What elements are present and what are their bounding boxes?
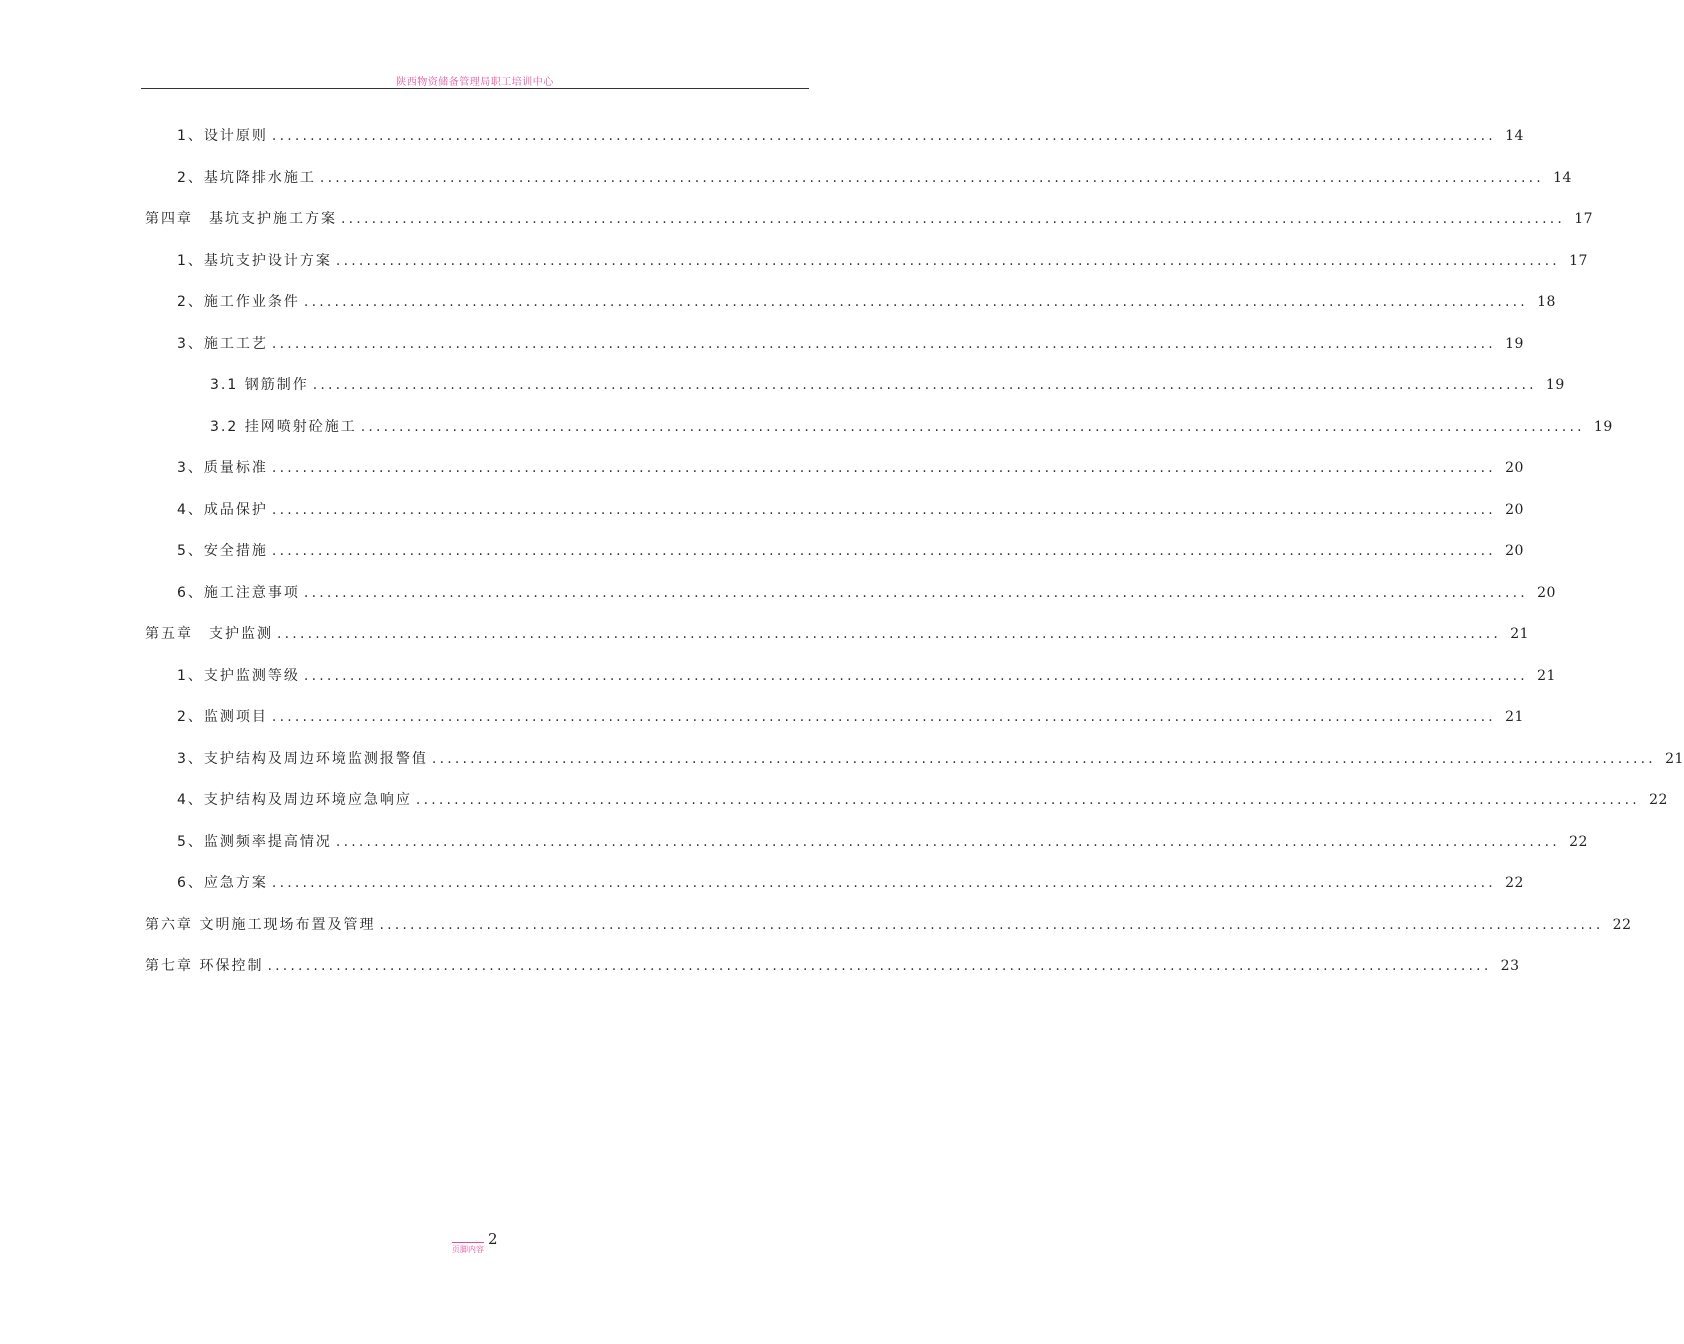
toc-dot-leader: ................................................................................................................................................................ bbox=[303, 584, 1528, 601]
toc-entry-label: 3.2 挂网喷射砼施工 bbox=[210, 418, 357, 435]
toc-entry-page: 21 bbox=[1665, 750, 1684, 767]
toc-entry-page: 20 bbox=[1505, 501, 1524, 518]
toc-entry-page: 19 bbox=[1505, 335, 1524, 352]
toc-entry[interactable] bbox=[145, 623, 1530, 645]
toc-entry-label: 3、质量标准 bbox=[177, 460, 268, 476]
toc-dot-leader: ................................................................................................................................................................ bbox=[379, 916, 1604, 933]
toc-entry[interactable] bbox=[177, 540, 1524, 562]
page-header: 陕西物资储备管理局职工培训中心 bbox=[396, 77, 554, 88]
toc-entry-page: 20 bbox=[1505, 543, 1524, 559]
toc-entry[interactable] bbox=[177, 291, 1556, 313]
toc-entry-page: 22 bbox=[1612, 916, 1632, 933]
toc-entry[interactable] bbox=[177, 499, 1524, 521]
toc-entry-label: 第六章 文明施工现场布置及管理 bbox=[145, 916, 376, 933]
header-rule bbox=[141, 88, 809, 89]
toc-entry-label: 4、成品保护 bbox=[177, 501, 268, 518]
toc-dot-leader: ................................................................................................................................................................ bbox=[267, 958, 1492, 974]
toc-dot-leader: ................................................................................................................................................................ bbox=[335, 833, 1560, 850]
toc-entry-page: 22 bbox=[1505, 875, 1524, 891]
toc-entry-label: 1、支护监测等级 bbox=[177, 667, 300, 684]
toc-entry-label: 5、监测频率提高情况 bbox=[177, 833, 332, 850]
toc-entry-label: 2、监测项目 bbox=[177, 709, 268, 725]
toc-dot-leader: ................................................................................................................................................................ bbox=[319, 169, 1544, 186]
toc-dot-leader: ................................................................................................................................................................ bbox=[303, 294, 1528, 310]
toc-dot-leader: ................................................................................................................................................................ bbox=[415, 792, 1640, 808]
toc-entry-label: 4、支护结构及周边环境应急响应 bbox=[177, 792, 412, 808]
toc-entry[interactable] bbox=[177, 125, 1524, 147]
toc-entry-label: 2、基坑降排水施工 bbox=[177, 169, 316, 186]
toc-entry-label: 6、应急方案 bbox=[177, 875, 268, 891]
toc-entry-label: 3.1 钢筋制作 bbox=[210, 377, 309, 393]
toc-entry-page: 18 bbox=[1537, 294, 1556, 310]
toc-entry-label: 3、施工工艺 bbox=[177, 335, 268, 352]
toc-entry[interactable] bbox=[177, 250, 1588, 272]
toc-entry-label: 1、设计原则 bbox=[177, 128, 268, 144]
toc-entry-label: 第五章 支护监测 bbox=[145, 626, 273, 642]
toc-entry-page: 19 bbox=[1593, 418, 1613, 435]
toc-entry[interactable] bbox=[177, 333, 1524, 355]
toc-entry-page: 22 bbox=[1569, 833, 1588, 850]
toc-entry-page: 22 bbox=[1649, 792, 1668, 808]
toc-entry-page: 21 bbox=[1505, 709, 1524, 725]
toc-dot-leader: ................................................................................................................................................................ bbox=[271, 128, 1496, 144]
toc-entry[interactable] bbox=[177, 706, 1524, 728]
toc-dot-leader: ................................................................................................................................................................ bbox=[312, 377, 1537, 393]
toc-entry-label: 1、基坑支护设计方案 bbox=[177, 252, 332, 269]
toc-dot-leader: ................................................................................................................................................................ bbox=[335, 252, 1560, 269]
toc-entry[interactable] bbox=[145, 914, 1632, 936]
toc-entry-page: 21 bbox=[1510, 626, 1530, 642]
toc-entry[interactable] bbox=[177, 748, 1684, 770]
toc-entry-label: 2、施工作业条件 bbox=[177, 294, 300, 310]
toc-entry[interactable] bbox=[177, 872, 1524, 894]
toc-entry-page: 23 bbox=[1500, 958, 1520, 974]
toc-dot-leader: ................................................................................................................................................................ bbox=[271, 335, 1496, 352]
toc-dot-leader: ................................................................................................................................................................ bbox=[431, 750, 1656, 767]
toc-dot-leader: ................................................................................................................................................................ bbox=[341, 211, 1566, 227]
toc-dot-leader: ................................................................................................................................................................ bbox=[271, 501, 1496, 518]
toc-entry[interactable] bbox=[177, 167, 1572, 189]
toc-entry[interactable] bbox=[210, 374, 1565, 396]
toc-entry[interactable] bbox=[177, 457, 1524, 479]
toc-entry-page: 20 bbox=[1505, 460, 1524, 476]
toc-dot-leader: ................................................................................................................................................................ bbox=[271, 460, 1496, 476]
toc-entry[interactable] bbox=[177, 789, 1668, 811]
toc-entry[interactable] bbox=[177, 665, 1556, 687]
toc-entry-page: 21 bbox=[1537, 667, 1556, 684]
toc-entry-label: 第七章 环保控制 bbox=[145, 958, 264, 974]
page-number: 2 bbox=[488, 1230, 498, 1248]
toc-entry-page: 14 bbox=[1505, 128, 1524, 144]
footer-label: 页脚内容 bbox=[452, 1242, 484, 1255]
toc-entry[interactable] bbox=[145, 208, 1594, 230]
toc-entry[interactable] bbox=[177, 831, 1588, 853]
toc-entry-page: 17 bbox=[1574, 211, 1594, 227]
toc-dot-leader: ................................................................................................................................................................ bbox=[360, 418, 1585, 435]
toc-dot-leader: ................................................................................................................................................................ bbox=[271, 875, 1496, 891]
toc-entry[interactable] bbox=[210, 416, 1613, 438]
toc-dot-leader: ................................................................................................................................................................ bbox=[277, 626, 1502, 642]
toc-entry[interactable] bbox=[177, 582, 1556, 604]
toc-dot-leader: ................................................................................................................................................................ bbox=[271, 709, 1496, 725]
toc-entry-page: 20 bbox=[1537, 584, 1556, 601]
toc-dot-leader: ................................................................................................................................................................ bbox=[303, 667, 1528, 684]
toc-entry-page: 19 bbox=[1545, 377, 1565, 393]
toc-entry-label: 6、施工注意事项 bbox=[177, 584, 300, 601]
toc-entry-page: 14 bbox=[1553, 169, 1572, 186]
toc-entry[interactable] bbox=[145, 955, 1520, 977]
toc-entry-page: 17 bbox=[1569, 252, 1588, 269]
toc-dot-leader: ................................................................................................................................................................ bbox=[271, 543, 1496, 559]
toc-entry-label: 第四章 基坑支护施工方案 bbox=[145, 211, 337, 227]
toc-entry-label: 5、安全措施 bbox=[177, 543, 268, 559]
toc-entry-label: 3、支护结构及周边环境监测报警值 bbox=[177, 750, 428, 767]
